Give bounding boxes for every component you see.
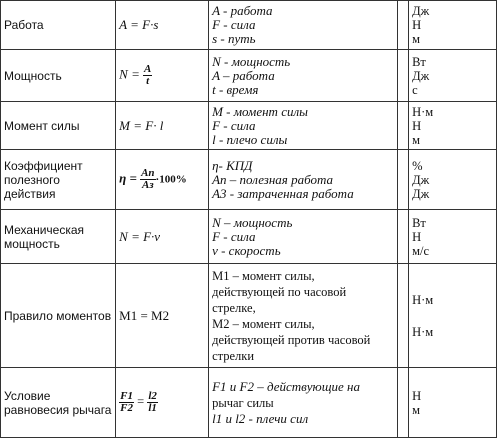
units <box>409 264 497 368</box>
unit: м/с <box>412 243 430 258</box>
description-line: An – полезная работа <box>212 171 334 187</box>
quantity-name: Момент силы <box>1 102 116 150</box>
unit: Н <box>412 229 422 244</box>
unit: м <box>412 32 420 46</box>
description-line: l1 и l2 - плечи сил <box>212 410 309 426</box>
unit: Вт <box>412 54 426 69</box>
unit: м <box>412 132 420 147</box>
table-row <box>1 368 497 438</box>
quantity-name: Коэффициент полезного действия <box>1 150 116 210</box>
description-line: s - путь <box>212 31 256 46</box>
description-line: A – работа <box>212 67 275 83</box>
description-line: l - плечо силы <box>212 131 288 147</box>
description-line: F - сила <box>212 228 256 244</box>
fraction-denominator: l1 <box>148 402 157 414</box>
unit: Н·м <box>412 292 434 307</box>
description <box>209 102 398 150</box>
unit: Н <box>412 118 422 133</box>
formula-text: η = <box>119 170 137 186</box>
units <box>409 150 497 210</box>
description-line: M2 – момент силы, <box>212 316 315 331</box>
unit: Вт <box>412 215 426 230</box>
description-line: v - скорость <box>212 242 281 258</box>
formula <box>116 1 209 50</box>
quantity-name: Условие равновесия рычага <box>1 368 116 438</box>
units <box>409 368 497 438</box>
unit: м <box>412 402 420 417</box>
description-line: действующей против часовой <box>212 332 371 347</box>
gap-cell <box>397 102 408 150</box>
formula <box>116 150 209 210</box>
description-line: η- КПД <box>212 157 253 173</box>
description-line: F - сила <box>212 117 256 133</box>
gap-cell <box>397 50 408 102</box>
table-row <box>1 102 497 150</box>
unit: Дж <box>412 186 430 201</box>
fraction-numerator: A <box>143 63 152 75</box>
description-line: F1 и F2 – действующие на <box>212 378 360 394</box>
fraction-denominator: Aз <box>141 179 154 191</box>
description-line: рычаг силы <box>212 395 274 410</box>
unit: Н·м <box>412 324 434 339</box>
formula-text: M = F· l <box>119 117 164 133</box>
units <box>409 50 497 102</box>
description-line: действующей по часовой <box>212 284 347 299</box>
unit: Н <box>412 388 422 403</box>
description-line: M - момент силы <box>212 103 308 119</box>
fraction <box>143 64 152 87</box>
unit: Дж <box>412 68 430 83</box>
unit: с <box>412 82 418 97</box>
formula-text: = <box>137 394 145 409</box>
formula-text: ·100% <box>155 173 187 186</box>
formula <box>116 102 209 150</box>
quantity-name: Механическая мощность <box>1 210 116 264</box>
description-line: N – мощность <box>212 214 293 230</box>
unit: Дж <box>412 4 430 18</box>
fraction <box>140 168 155 191</box>
table-row <box>1 210 497 264</box>
description-line: N - мощность <box>212 53 291 69</box>
description <box>209 210 398 264</box>
table-row <box>1 150 497 210</box>
description <box>209 264 398 368</box>
gap-cell <box>397 1 408 50</box>
fraction <box>147 391 158 414</box>
description-line: t - время <box>212 81 259 97</box>
units <box>409 102 497 150</box>
unit: Н <box>412 18 422 32</box>
table-row <box>1 1 497 50</box>
table-row <box>1 50 497 102</box>
description-line: стрелке, <box>212 300 256 315</box>
fraction-denominator: t <box>146 75 150 87</box>
description-line: A - работа <box>212 3 273 18</box>
fraction-denominator: F2 <box>120 402 133 414</box>
formula <box>116 368 209 438</box>
unit: Н·м <box>412 104 434 119</box>
quantity-name: Мощность <box>1 50 116 102</box>
fraction-numerator: l2 <box>148 390 157 402</box>
gap-cell <box>397 210 408 264</box>
fraction <box>119 391 134 414</box>
units <box>409 1 497 50</box>
unit: Дж <box>412 172 430 187</box>
formula-text: N = F·v <box>119 228 161 244</box>
description <box>209 368 398 438</box>
description-line: стрелки <box>212 348 255 363</box>
gap-cell <box>397 150 408 210</box>
formula-text: M1 = M2 <box>119 307 170 323</box>
formula <box>116 210 209 264</box>
table-row <box>1 264 497 368</box>
description-line: A3 - затраченная работа <box>212 185 354 201</box>
unit: % <box>412 158 423 173</box>
gap-cell <box>397 368 408 438</box>
formula <box>116 50 209 102</box>
description <box>209 50 398 102</box>
fraction-numerator: Aп <box>141 167 155 179</box>
description <box>209 1 398 50</box>
formula-text: N = <box>119 66 140 82</box>
formula-text: A = F·s <box>119 17 159 32</box>
units <box>409 210 497 264</box>
quantity-name: Правило моментов <box>1 264 116 368</box>
quantity-name: Работа <box>1 1 116 50</box>
formula <box>116 264 209 368</box>
description-line: F - сила <box>212 17 256 32</box>
description <box>209 150 398 210</box>
description-line: M1 – момент силы, <box>212 268 315 283</box>
fraction-numerator: F1 <box>120 390 133 402</box>
gap-cell <box>397 264 408 368</box>
